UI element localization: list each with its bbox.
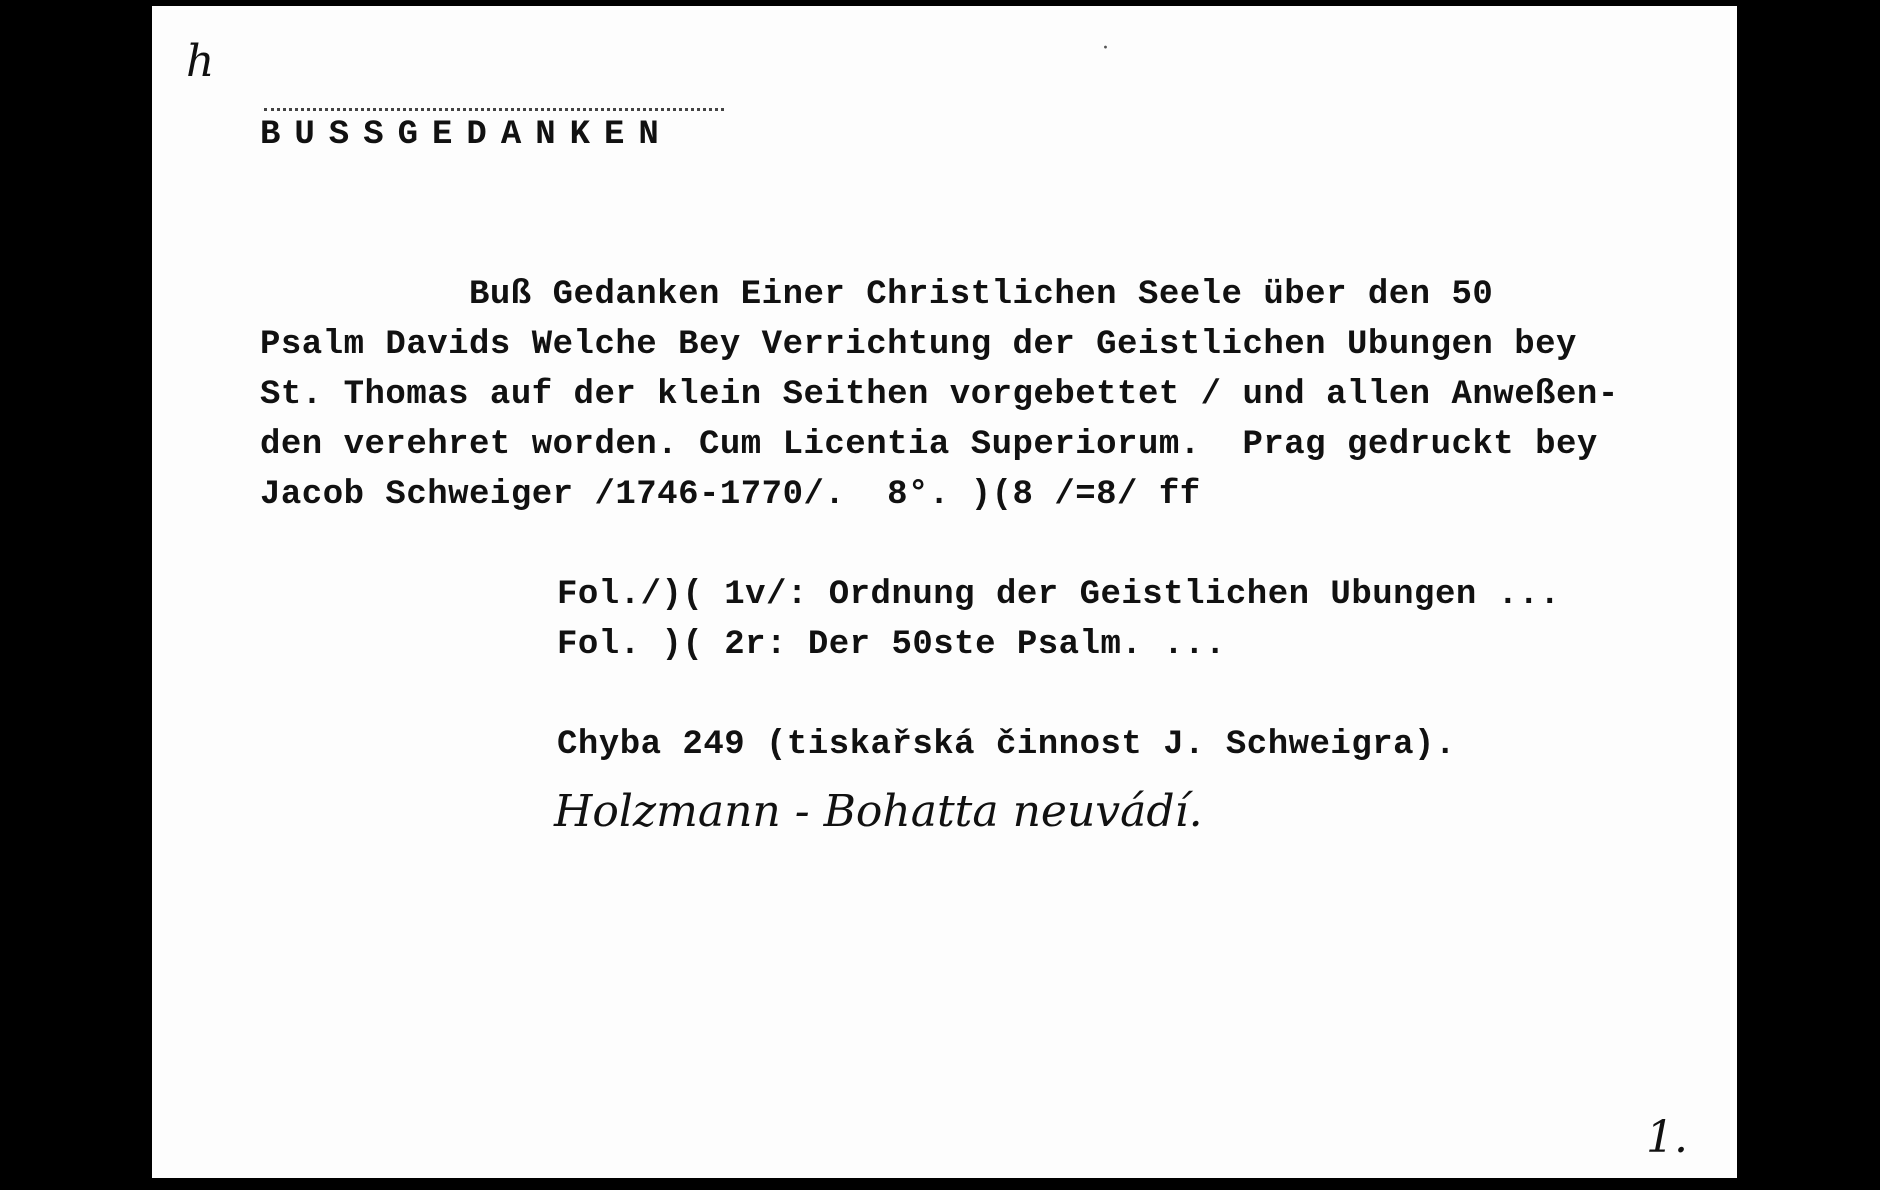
page-number: 1. [1646, 1112, 1688, 1163]
body-line: den verehret worden. Cum Licentia Superiorum. Prag gedruckt bey [260, 426, 1598, 464]
folio-line: Fol. )( 2r: Der 50ste Psalm. ... [557, 626, 1226, 664]
body-line: Psalm Davids Welche Bey Verrichtung der Geistlichen Ubungen bey [260, 326, 1577, 364]
body-line: Jacob Schweiger /1746-1770/. 8°. )(8 /=8/ ff [260, 476, 1201, 514]
body-line: St. Thomas auf der klein Seithen vorgebettet / und allen Anweßen- [260, 376, 1619, 414]
note-line: Chyba 249 (tiskařská činnost J. Schweigra). [557, 726, 1456, 764]
heading-dots [264, 108, 724, 115]
folio-line: Fol./)( 1v/: Ordnung der Geistlichen Ubungen ... [557, 576, 1561, 614]
card-heading: BUSSGEDANKEN [260, 116, 673, 154]
body-line: Buß Gedanken Einer Christlichen Seele über den 50 [260, 276, 1494, 314]
top-speck: · [1102, 36, 1109, 61]
handwritten-note: Holzmann - Bohatta neuvádí. [554, 786, 1203, 837]
corner-mark: h [186, 36, 215, 87]
catalog-card [152, 6, 1737, 1178]
